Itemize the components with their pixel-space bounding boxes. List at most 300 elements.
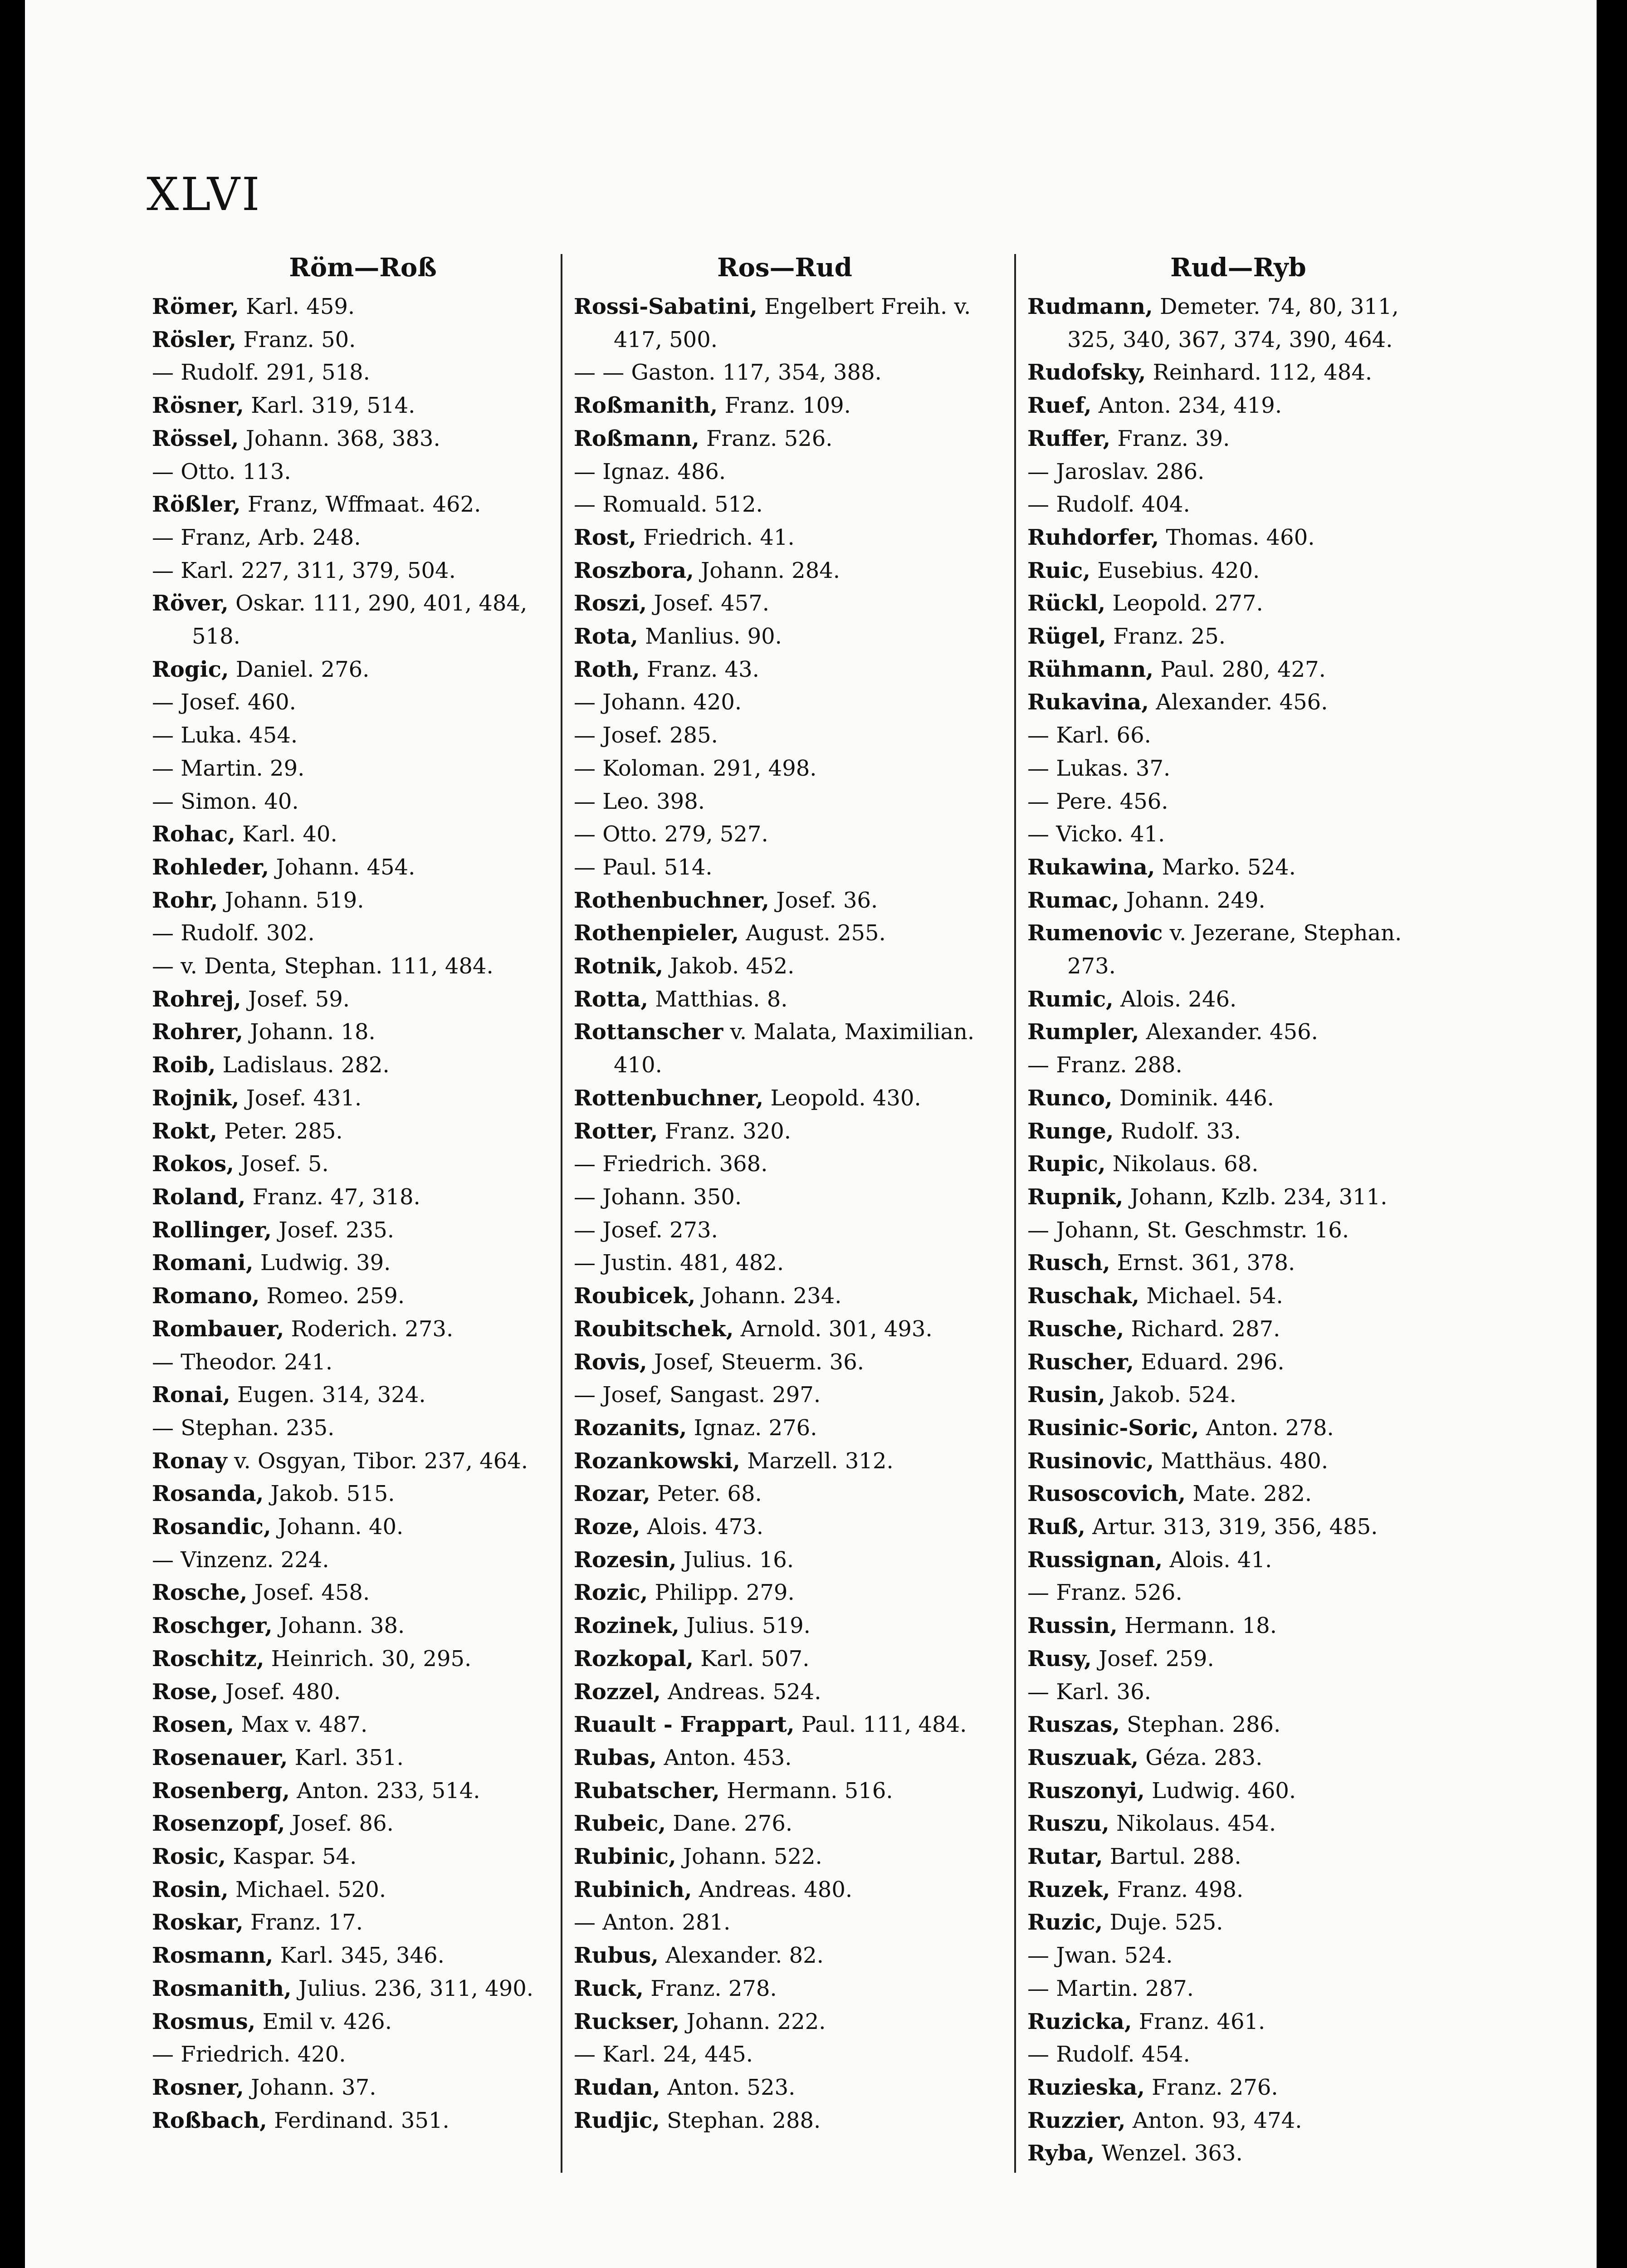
entry-details: Julius. 16. [676, 1547, 794, 1573]
entry-details: Ferdinand. 351. [267, 2107, 450, 2133]
entry-details: Matthäus. 480. [1154, 1448, 1329, 1474]
entry-details: Franz, Wffmaat. 462. [240, 492, 481, 518]
entry-surname: Roszbora, [574, 557, 694, 583]
entry-details: Matthias. 8. [648, 986, 788, 1012]
entry-details: — Karl. 24, 445. [574, 2042, 753, 2068]
entry-details: Julius. 519. [679, 1613, 811, 1639]
index-entry [152, 1609, 574, 1642]
entry-details: Alexander. 82. [658, 1943, 824, 1969]
entry-surname: Ruszuak, [1027, 1745, 1139, 1770]
entry-surname: Ruzzier, [1027, 2107, 1126, 2133]
index-entry [152, 2038, 574, 2071]
index-entry [1027, 1642, 1449, 1676]
index-entry [152, 1807, 574, 1840]
entry-details: Anton. 233, 514. [290, 1778, 480, 1804]
index-entry [1027, 1576, 1449, 1609]
entry-surname: Rozinek, [574, 1613, 679, 1639]
entry-details: — Simon. 40. [152, 788, 299, 814]
entry-details: Franz. 17. [243, 1910, 363, 1936]
entry-surname: Ronay [152, 1448, 227, 1474]
entry-details: Anton. 453. [657, 1745, 792, 1770]
entry-surname: Ruzieska, [1027, 2074, 1145, 2100]
entry-details: Daniel. 276. [229, 656, 370, 682]
entry-surname: Ruhdorfer, [1027, 524, 1159, 550]
entry-details: Eugen. 314, 324. [230, 1382, 426, 1408]
page [25, 0, 1597, 2268]
entry-surname: Ruszas, [1027, 1712, 1120, 1738]
entry-details: — Johann, St. Geschmstr. 16. [1027, 1217, 1349, 1243]
entry-surname: Rusoscovich, [1027, 1481, 1186, 1507]
index-entry [152, 554, 574, 587]
index-entry [574, 521, 996, 554]
entry-details: Johann. 18. [243, 1019, 376, 1045]
entry-details: Jakob. 524. [1105, 1382, 1236, 1408]
entry-surname: Rosandic, [152, 1514, 271, 1540]
index-entry [1027, 521, 1449, 554]
index-entry [1027, 1873, 1449, 1906]
entry-surname: Rollinger, [152, 1217, 272, 1243]
entry-details: Bartul. 288. [1103, 1844, 1241, 1870]
column-divider [1014, 254, 1016, 2173]
entry-details: — Anton. 281. [574, 1910, 731, 1936]
index-entry [152, 521, 574, 554]
entry-surname: Rubinic, [574, 1844, 676, 1870]
index-entry [152, 1741, 574, 1774]
index-entry [152, 1544, 574, 1577]
index-entry [574, 1807, 996, 1840]
entry-surname: Russignan, [1027, 1547, 1163, 1573]
index-entry [152, 2104, 574, 2137]
entry-details: Franz. 320. [658, 1118, 792, 1144]
index-entry [152, 1214, 574, 1247]
entry-details: — Stephan. 235. [152, 1415, 335, 1441]
index-entry [574, 1181, 996, 1214]
entry-details: Hermann. 18. [1117, 1613, 1277, 1639]
index-entry [1027, 1280, 1449, 1313]
index-entry [1027, 2137, 1449, 2170]
entry-details: Duje. 525. [1103, 1910, 1223, 1936]
index-entry [152, 983, 574, 1016]
entry-details: Paul. 280, 427. [1153, 656, 1326, 682]
index-entry [1027, 1774, 1449, 1808]
index-entry [574, 1378, 996, 1412]
entry-details: Franz. 47, 318. [245, 1184, 420, 1210]
entry-details: Stephan. 286. [1119, 1712, 1281, 1738]
entry-surname: Runge, [1027, 1118, 1114, 1144]
index-entry [152, 2005, 574, 2038]
entry-details: Leopold. 430. [763, 1085, 921, 1111]
index-entry [1027, 290, 1449, 356]
entry-details: Jakob. 452. [663, 953, 795, 979]
entry-details: Richard. 287. [1124, 1316, 1280, 1342]
entry-details: v. Osgyan, Tibor. 237, 464. [227, 1448, 528, 1474]
entry-surname: Rosche, [152, 1580, 248, 1606]
index-entry [574, 1313, 996, 1346]
index-entry [574, 1774, 996, 1808]
entry-surname: Rottenbuchner, [574, 1085, 764, 1111]
entry-details: Dane. 276. [666, 1811, 793, 1837]
column-heading: Ros—Rud [717, 253, 852, 283]
entry-details: Johann. 222. [679, 2009, 826, 2034]
index-column-1 [152, 245, 574, 2137]
entry-surname: Rusinic-Soric, [1027, 1415, 1199, 1441]
index-entry [152, 1972, 574, 2005]
entry-details: Engelbert Freih. v. 417, 500. [614, 294, 971, 352]
entry-surname: Rota, [574, 624, 638, 650]
index-entry [152, 785, 574, 818]
entry-surname: Rovis, [574, 1349, 647, 1375]
entry-surname: Rukawina, [1027, 854, 1155, 880]
entry-details: — Josef. 273. [574, 1217, 718, 1243]
index-entry [152, 1181, 574, 1214]
entry-details: Romeo. 259. [259, 1283, 405, 1309]
index-entry [1027, 587, 1449, 620]
entry-surname: Rusch, [1027, 1250, 1110, 1276]
entry-details: — Josef, Sangast. 297. [574, 1382, 821, 1408]
entry-surname: Ruzic, [1027, 1910, 1103, 1936]
entry-surname: Roschitz, [152, 1646, 264, 1672]
index-entry [574, 917, 996, 950]
entry-details: — Friedrich. 368. [574, 1151, 768, 1177]
index-entry [152, 686, 574, 719]
index-entry [1027, 1246, 1449, 1280]
index-entry [574, 1676, 996, 1709]
entry-details: Ludwig. 39. [253, 1250, 391, 1276]
entry-details: Johann, Kzlb. 234, 311. [1123, 1184, 1388, 1210]
index-entry [152, 1313, 574, 1346]
entry-surname: Rojnik, [152, 1085, 239, 1111]
index-entry [152, 1115, 574, 1148]
index-entry [152, 389, 574, 422]
entry-list [1027, 290, 1449, 2170]
entry-details: Anton. 93, 474. [1125, 2107, 1302, 2133]
index-entry [574, 1741, 996, 1774]
entry-details: Karl. 351. [288, 1745, 404, 1770]
entry-surname: Rudjic, [574, 2107, 660, 2133]
entry-surname: Roth, [574, 656, 640, 682]
entry-details: Jakob. 515. [264, 1481, 395, 1507]
index-entry [574, 983, 996, 1016]
index-entry [1027, 1510, 1449, 1544]
entry-details: Michael. 520. [228, 1877, 386, 1902]
index-entry [574, 1544, 996, 1577]
index-entry [152, 1346, 574, 1379]
index-entry [152, 1642, 574, 1676]
entry-details: — Justin. 481, 482. [574, 1250, 784, 1276]
index-entry [1027, 1477, 1449, 1510]
entry-details: Kaspar. 54. [226, 1844, 357, 1870]
index-entry [574, 1642, 996, 1676]
entry-details: Johann. 522. [676, 1844, 822, 1870]
entry-details: Ernst. 361, 378. [1110, 1250, 1295, 1276]
index-entry [1027, 620, 1449, 653]
index-entry [574, 818, 996, 851]
index-entry [1027, 2005, 1449, 2038]
entry-surname: Ruckser, [574, 2009, 680, 2034]
index-entry [574, 1477, 996, 1510]
entry-details: Oskar. 111, 290, 401, 484, 518. [192, 591, 528, 650]
entry-details: Johann. 519. [218, 887, 364, 913]
index-entry [1027, 2038, 1449, 2071]
index-entry [574, 1346, 996, 1379]
entry-details: — Koloman. 291, 498. [574, 755, 817, 781]
index-entry [152, 1049, 574, 1082]
entry-surname: Roubitschek, [574, 1316, 734, 1342]
entry-surname: Rusy, [1027, 1646, 1092, 1672]
entry-details: Julius. 236, 311, 490. [291, 1975, 534, 2001]
index-entry [1027, 422, 1449, 455]
index-entry [574, 1016, 996, 1081]
index-entry [152, 1840, 574, 1873]
entry-details: Philipp. 279. [648, 1580, 795, 1606]
entry-surname: Ruffer, [1027, 425, 1111, 451]
entry-surname: Rohleder, [152, 854, 269, 880]
index-entry [152, 1774, 574, 1808]
entry-details: — Paul. 514. [574, 854, 713, 880]
entry-details: Johann. 284. [694, 557, 840, 583]
index-entry [574, 1510, 996, 1544]
entry-details: Johann. 37. [244, 2074, 376, 2100]
page-number: XLVI [147, 168, 262, 221]
index-entry [574, 455, 996, 489]
entry-list [152, 290, 574, 2137]
entry-details: Ignaz. 276. [687, 1415, 817, 1441]
entry-details: — Otto. 279, 527. [574, 821, 768, 847]
index-entry [574, 2005, 996, 2038]
entry-surname: Ruszonyi, [1027, 1778, 1145, 1804]
entry-surname: Rusin, [1027, 1382, 1105, 1408]
index-entry [574, 356, 996, 389]
entry-surname: Rosanda, [152, 1481, 264, 1507]
index-entry [574, 950, 996, 983]
index-entry [574, 1873, 996, 1906]
index-entry [574, 1708, 996, 1741]
index-entry [1027, 917, 1449, 982]
index-entry [574, 290, 996, 356]
index-entry [152, 950, 574, 983]
index-entry [152, 1148, 574, 1181]
index-entry [1027, 818, 1449, 851]
entry-details: Nikolaus. 68. [1105, 1151, 1259, 1177]
entry-details: — Franz, Arb. 248. [152, 524, 361, 550]
entry-surname: Rohrej, [152, 986, 241, 1012]
index-entry [152, 1378, 574, 1412]
entry-surname: Rozzel, [574, 1679, 661, 1705]
entry-surname: Ruic, [1027, 557, 1090, 583]
entry-details: Hermann. 516. [719, 1778, 893, 1804]
entry-list [574, 290, 996, 2137]
index-entry [152, 719, 574, 752]
index-entry [152, 917, 574, 950]
index-entry [1027, 1445, 1449, 1478]
entry-details: Karl. 345, 346. [273, 1943, 445, 1969]
index-entry [152, 818, 574, 851]
entry-surname: Ruszu, [1027, 1811, 1109, 1837]
entry-surname: Rusinovic, [1027, 1448, 1154, 1474]
index-entry [574, 1939, 996, 1972]
entry-details: Josef. 5. [234, 1151, 329, 1177]
entry-surname: Roßbach, [152, 2107, 267, 2133]
entry-surname: Roubicek, [574, 1283, 696, 1309]
entry-details: Leopold. 277. [1105, 591, 1263, 616]
entry-surname: Rothenpieler, [574, 920, 739, 946]
entry-surname: Rost, [574, 524, 636, 550]
column-divider [561, 254, 562, 2173]
entry-details: — Luka. 454. [152, 723, 298, 748]
entry-surname: Rupnik, [1027, 1184, 1124, 1210]
entry-surname: Rokos, [152, 1151, 234, 1177]
entry-surname: Russin, [1027, 1613, 1118, 1639]
entry-surname: Rozkopal, [574, 1646, 694, 1672]
index-entry [1027, 1609, 1449, 1642]
entry-surname: Rotta, [574, 986, 649, 1012]
entry-surname: Rosic, [152, 1844, 226, 1870]
index-entry [1027, 884, 1449, 917]
entry-details: Franz. 50. [236, 327, 356, 352]
entry-surname: Rumic, [1027, 986, 1114, 1012]
index-entry [574, 620, 996, 653]
entry-details: — Johann. 350. [574, 1184, 742, 1210]
index-entry [152, 422, 574, 455]
index-entry [152, 455, 574, 489]
entry-details: Max v. 487. [234, 1712, 368, 1738]
entry-surname: Rutar, [1027, 1844, 1103, 1870]
entry-surname: Rückl, [1027, 591, 1106, 616]
entry-details: Alois. 41. [1163, 1547, 1272, 1573]
index-entry [574, 488, 996, 521]
entry-surname: Roßmanith, [574, 393, 718, 419]
entry-details: Johann. 368, 383. [239, 425, 440, 451]
entry-details: — Franz. 288. [1027, 1052, 1182, 1078]
entry-surname: Roszi, [574, 591, 647, 616]
entry-surname: Ruzek, [1027, 1877, 1110, 1902]
entry-surname: Rosenzopf, [152, 1811, 285, 1837]
entry-surname: Rosmann, [152, 1943, 274, 1969]
index-entry [152, 1246, 574, 1280]
index-entry [1027, 686, 1449, 719]
entry-details: Franz. 461. [1132, 2009, 1265, 2034]
index-entry [1027, 389, 1449, 422]
entry-surname: Roze, [574, 1514, 640, 1540]
entry-details: Johann. 40. [271, 1514, 404, 1540]
entry-details: — Jaroslav. 286. [1027, 459, 1205, 484]
entry-details: — Johann. 420. [574, 689, 742, 715]
index-entry [1027, 1708, 1449, 1741]
index-entry [574, 719, 996, 752]
entry-details: Alexander. 456. [1148, 689, 1328, 715]
index-entry [1027, 1313, 1449, 1346]
entry-details: — Rudolf. 404. [1027, 492, 1190, 518]
entry-details: v. Malata, Maximilian. 410. [614, 1019, 975, 1078]
entry-details: v. Jezerane, Stephan. 273. [1067, 920, 1402, 979]
entry-details: Franz. 25. [1106, 624, 1226, 650]
index-entry [574, 1412, 996, 1445]
entry-surname: Rossi-Sabatini, [574, 294, 757, 319]
index-entry [152, 356, 574, 389]
index-entry [152, 1445, 574, 1478]
entry-surname: Rumpler, [1027, 1019, 1139, 1045]
index-entry [1027, 2104, 1449, 2137]
index-entry [1027, 1906, 1449, 1939]
index-entry [574, 1214, 996, 1247]
index-entry [152, 1477, 574, 1510]
index-entry [152, 1280, 574, 1313]
entry-details: — Josef. 285. [574, 723, 718, 748]
entry-details: — Rudolf. 302. [152, 920, 315, 946]
entry-surname: Rusche, [1027, 1316, 1124, 1342]
entry-details: — Franz. 526. [1027, 1580, 1182, 1606]
index-entry [152, 1939, 574, 1972]
entry-details: Rudolf. 33. [1114, 1118, 1241, 1144]
entry-surname: Roßmann, [574, 425, 699, 451]
entry-details: Andreas. 524. [660, 1679, 821, 1705]
entry-details: Johann. 234. [695, 1283, 842, 1309]
entry-surname: Roland, [152, 1184, 246, 1210]
entry-details: Peter. 285. [217, 1118, 343, 1144]
index-column-3 [1027, 245, 1449, 2170]
entry-details: Karl. 40. [235, 821, 337, 847]
entry-details: Ludwig. 460. [1144, 1778, 1296, 1804]
entry-surname: Rose, [152, 1679, 219, 1705]
entry-surname: Ruault - Frappart, [574, 1712, 795, 1738]
index-entry [574, 2038, 996, 2071]
entry-surname: Rudmann, [1027, 294, 1153, 319]
entry-details: Josef. 480. [218, 1679, 341, 1705]
entry-surname: Rohrer, [152, 1019, 244, 1045]
entry-surname: Rotnik, [574, 953, 664, 979]
entry-details: Peter. 68. [650, 1481, 762, 1507]
entry-details: — Martin. 29. [152, 755, 305, 781]
entry-details: Johann. 249. [1119, 887, 1265, 913]
entry-surname: Ruck, [574, 1975, 644, 2001]
entry-details: Anton. 523. [660, 2074, 796, 2100]
index-entry [152, 488, 574, 521]
entry-details: Josef. 431. [239, 1085, 362, 1111]
column-heading: Röm—Roß [289, 253, 437, 283]
index-entry [1027, 1148, 1449, 1181]
entry-details: Josef, Steuerm. 36. [647, 1349, 864, 1375]
index-entry [1027, 1972, 1449, 2005]
entry-details: Andreas. 480. [692, 1877, 853, 1902]
entry-details: — Karl. 66. [1027, 723, 1151, 748]
entry-details: Mate. 282. [1186, 1481, 1312, 1507]
entry-details: — Vicko. 41. [1027, 821, 1165, 847]
index-entry [152, 2071, 574, 2104]
entry-details: Artur. 313, 319, 356, 485. [1085, 1514, 1378, 1540]
index-entry [574, 1082, 996, 1115]
entry-details: — Karl. 227, 311, 379, 504. [152, 557, 456, 583]
entry-details: — Lukas. 37. [1027, 755, 1171, 781]
entry-surname: Rogic, [152, 656, 229, 682]
entry-surname: Rosenberg, [152, 1778, 290, 1804]
index-entry [152, 1676, 574, 1709]
entry-surname: Ryba, [1027, 2141, 1095, 2166]
index-entry [574, 587, 996, 620]
index-entry [152, 1576, 574, 1609]
entry-details: Roderich. 273. [284, 1316, 454, 1342]
entry-details: Michael. 54. [1139, 1283, 1283, 1309]
entry-details: — v. Denta, Stephan. 111, 484. [152, 953, 493, 979]
index-entry [1027, 1676, 1449, 1709]
entry-details: Karl. 507. [694, 1646, 810, 1672]
index-entry [1027, 1346, 1449, 1379]
entry-surname: Ruzicka, [1027, 2009, 1132, 2034]
entry-details: Eusebius. 420. [1090, 557, 1260, 583]
index-entry [1027, 1115, 1449, 1148]
entry-surname: Rudofsky, [1027, 360, 1146, 386]
entry-details: Dominik. 446. [1112, 1085, 1274, 1111]
entry-details: Johann. 454. [269, 854, 415, 880]
